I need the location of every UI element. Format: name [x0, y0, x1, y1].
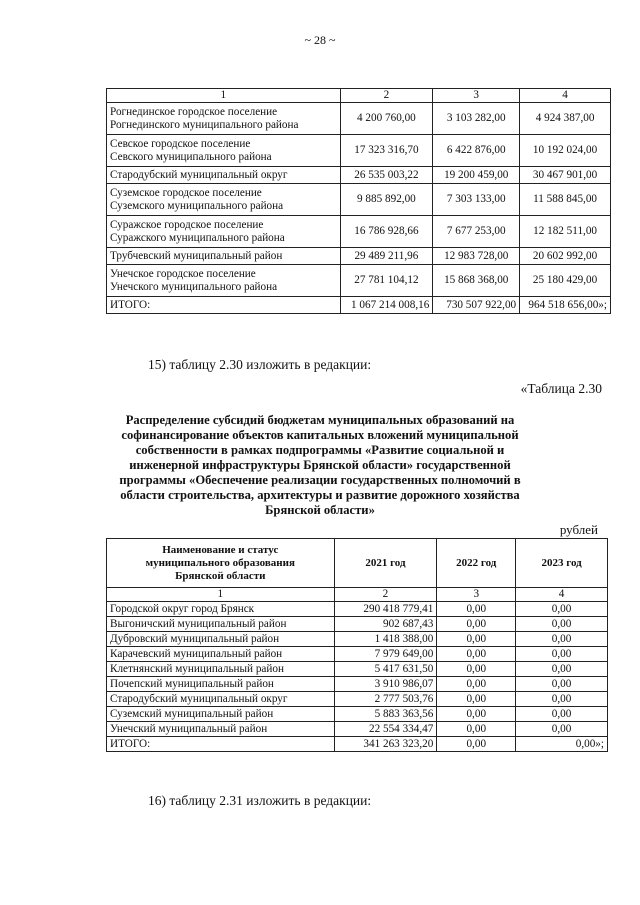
municipality-name: Севское городское поселение Севского муниципального района [107, 135, 341, 167]
value-2022: 0,00 [437, 617, 516, 632]
total-2022: 0,00 [437, 737, 516, 752]
header-2021: 2021 год [334, 539, 437, 588]
municipality-name: Дубровский муниципальный район [107, 632, 335, 647]
table-header-row [107, 89, 611, 103]
value-2022: 0,00 [437, 692, 516, 707]
value-2023: 0,00 [516, 647, 608, 662]
table-row [107, 707, 608, 722]
value-2023: 0,00 [516, 707, 608, 722]
table-row [107, 692, 608, 707]
municipality-name: Трубчевский муниципальный район [107, 248, 341, 265]
value-2022: 12 983 728,00 [433, 248, 520, 265]
municipality-name: Суземский муниципальный район [107, 707, 335, 722]
value-2023: 0,00 [516, 662, 608, 677]
table-row [107, 647, 608, 662]
value-2021: 27 781 104,12 [340, 265, 433, 297]
title-line: программы «Обеспечение реализации государственных полномочий в [119, 473, 521, 487]
value-2021: 2 777 503,76 [334, 692, 437, 707]
table-row [107, 722, 608, 737]
value-2023: 20 602 992,00 [520, 248, 611, 265]
municipality-name: Стародубский муниципальный округ [107, 167, 341, 184]
table-row [107, 662, 608, 677]
table-header-row [107, 539, 608, 588]
value-2023: 0,00 [516, 722, 608, 737]
value-2021: 16 786 928,66 [340, 216, 433, 248]
municipality-name: Суражское городское поселение Суражского муниципального района [107, 216, 341, 248]
header-cell: 3 [433, 89, 520, 103]
total-2023: 0,00»; [516, 737, 608, 752]
table-row [107, 216, 611, 248]
total-2021: 1 067 214 008,16 [340, 297, 433, 314]
municipality-name: Унечское городское поселение Унечского муниципального района [107, 265, 341, 297]
value-2021: 290 418 779,41 [334, 602, 437, 617]
value-2021: 4 200 760,00 [340, 103, 433, 135]
table-row [107, 248, 611, 265]
value-2023: 0,00 [516, 677, 608, 692]
table-row [107, 184, 611, 216]
table-reference: «Таблица 2.30 [520, 381, 602, 396]
page-number: ~ 28 ~ [304, 33, 336, 47]
total-label: ИТОГО: [107, 297, 341, 314]
index-cell: 2 [334, 588, 437, 602]
municipality-name: Унечский муниципальный район [107, 722, 335, 737]
value-2023: 0,00 [516, 692, 608, 707]
municipality-name: Выгоничский муниципальный район [107, 617, 335, 632]
unit-label: рублей [559, 522, 598, 537]
table-row [107, 103, 611, 135]
value-2021: 9 885 892,00 [340, 184, 433, 216]
value-2022: 19 200 459,00 [433, 167, 520, 184]
table-row [107, 602, 608, 617]
value-2021: 26 535 003,22 [340, 167, 433, 184]
municipality-name: Стародубский муниципальный округ [107, 692, 335, 707]
value-2021: 5 883 363,56 [334, 707, 437, 722]
municipality-name: Почепский муниципальный район [107, 677, 335, 692]
title-line: софинансирование объектов капитальных вложений муниципальной [121, 428, 519, 442]
value-2021: 5 417 631,50 [334, 662, 437, 677]
value-2021: 1 418 388,00 [334, 632, 437, 647]
title-line: Распределение субсидий бюджетам муниципальных образований на [125, 413, 515, 427]
title-line: собственности в рамках подпрограммы «Развитие социальной и [135, 443, 505, 457]
table-row [107, 617, 608, 632]
index-cell: 4 [516, 588, 608, 602]
total-row [107, 297, 611, 314]
value-2022: 0,00 [437, 677, 516, 692]
value-2023: 25 180 429,00 [520, 265, 611, 297]
header-2022: 2022 год [437, 539, 516, 588]
value-2023: 0,00 [516, 617, 608, 632]
header-cell: 2 [340, 89, 433, 103]
municipality-name: Карачевский муниципальный район [107, 647, 335, 662]
paragraph-15: 15) таблицу 2.30 изложить в редакции: [148, 357, 372, 372]
table-2-30 [106, 538, 608, 752]
table-row [107, 677, 608, 692]
value-2023: 0,00 [516, 602, 608, 617]
municipality-name: Суземское городское поселение Суземского муниципального района [107, 184, 341, 216]
value-2022: 7 677 253,00 [433, 216, 520, 248]
value-2021: 22 554 334,47 [334, 722, 437, 737]
value-2023: 4 924 387,00 [520, 103, 611, 135]
value-2022: 6 422 876,00 [433, 135, 520, 167]
value-2022: 3 103 282,00 [433, 103, 520, 135]
paragraph-16: 16) таблицу 2.31 изложить в редакции: [148, 793, 372, 808]
total-label: ИТОГО: [107, 737, 335, 752]
value-2022: 0,00 [437, 602, 516, 617]
value-2023: 10 192 024,00 [520, 135, 611, 167]
column-index-row [107, 588, 608, 602]
value-2023: 0,00 [516, 632, 608, 647]
total-2023: 964 518 656,00»; [520, 297, 611, 314]
table-title [110, 413, 530, 518]
value-2023: 30 467 901,00 [520, 167, 611, 184]
value-2023: 12 182 511,00 [520, 216, 611, 248]
table-2-29-continuation [106, 88, 611, 314]
total-2021: 341 263 323,20 [334, 737, 437, 752]
total-2022: 730 507 922,00 [433, 297, 520, 314]
value-2022: 0,00 [437, 632, 516, 647]
title-line: Брянской области» [265, 503, 375, 517]
index-cell: 3 [437, 588, 516, 602]
header-cell: 1 [107, 89, 341, 103]
value-2022: 0,00 [437, 662, 516, 677]
index-cell: 1 [107, 588, 335, 602]
total-row [107, 737, 608, 752]
value-2021: 902 687,43 [334, 617, 437, 632]
title-line: инженерной инфраструктуры Брянской области» государственной [129, 458, 511, 472]
header-municipality: Наименование и статус муниципального образования Брянской области [107, 539, 335, 588]
value-2022: 15 868 368,00 [433, 265, 520, 297]
value-2022: 0,00 [437, 707, 516, 722]
value-2022: 0,00 [437, 722, 516, 737]
value-2021: 7 979 649,00 [334, 647, 437, 662]
title-line: области строительства, архитектуры и развитие дорожного хозяйства [120, 488, 520, 502]
header-cell: 4 [520, 89, 611, 103]
table-row [107, 135, 611, 167]
table-row [107, 167, 611, 184]
value-2022: 7 303 133,00 [433, 184, 520, 216]
value-2021: 3 910 986,07 [334, 677, 437, 692]
value-2021: 29 489 211,96 [340, 248, 433, 265]
header-2023: 2023 год [516, 539, 608, 588]
value-2023: 11 588 845,00 [520, 184, 611, 216]
value-2022: 0,00 [437, 647, 516, 662]
municipality-name: Городской округ город Брянск [107, 602, 335, 617]
table-row [107, 265, 611, 297]
municipality-name: Рогнединское городское поселение Рогнединского муниципального района [107, 103, 341, 135]
municipality-name: Клетнянский муниципальный район [107, 662, 335, 677]
value-2021: 17 323 316,70 [340, 135, 433, 167]
table-row [107, 632, 608, 647]
